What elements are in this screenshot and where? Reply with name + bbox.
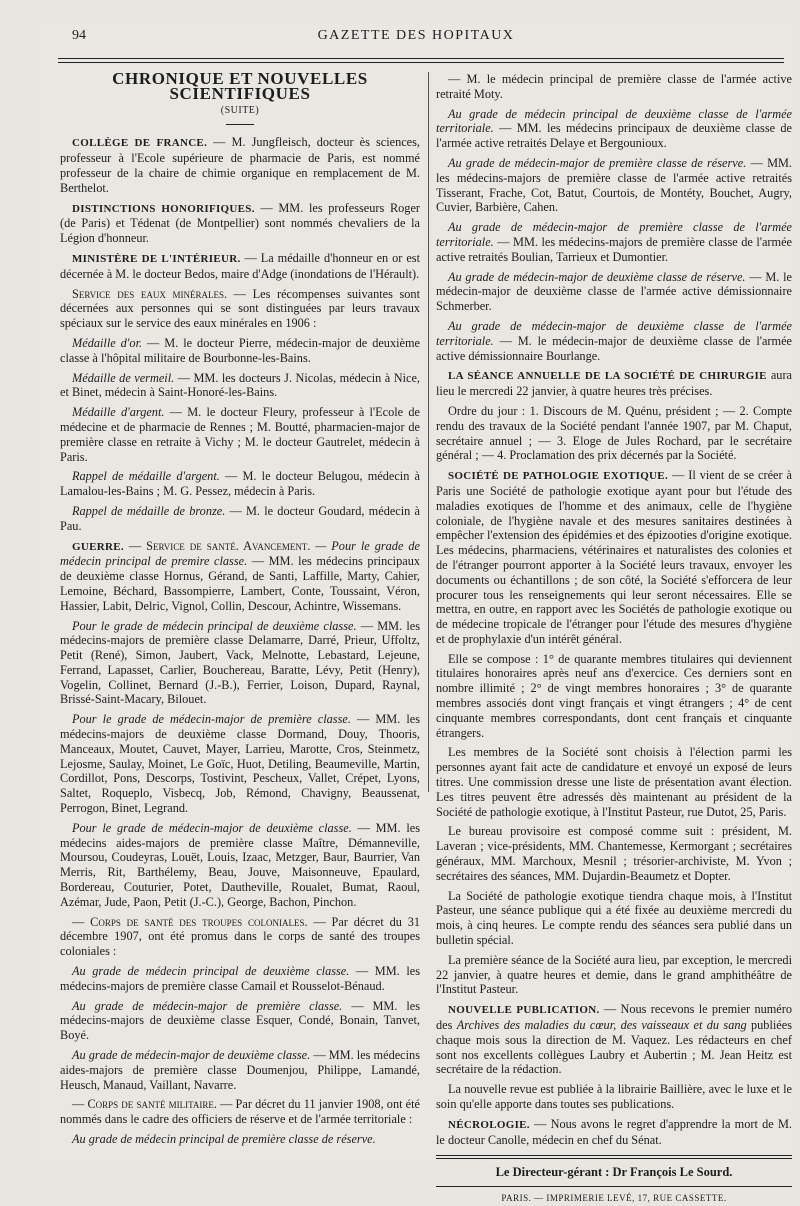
paragraph-text: — La médaille d'honneur en or est décernée à M. le docteur Bedos, maire d'Adge (inondations de l'Hérault). [60,250,421,281]
paragraph-subheading: — Service de santé. Avancement. [123,538,311,553]
paragraph-text: — M. le médecin-major de deuxième classe de l'armée active démissionnaire Schmerber. [436,269,792,314]
paragraph-heading: — Corps de santé militaire. [72,1097,217,1112]
paragraph-heading: LA SÉANCE ANNUELLE DE LA SOCIÉTÉ DE CHIRURGIE [448,370,767,383]
section-subtitle: (SUITE) [220,104,260,116]
paragraph [60,619,420,708]
paragraph-lead: Rappel de médaille d'argent. [72,469,220,484]
right-column [436,72,792,1206]
paragraph-lead: Médaille de vermeil. [72,370,175,385]
paragraph-text: — Nous avons le regret d'apprendre la mort de M. le docteur Canolle, médecin en chef du Sénat. [436,1116,792,1147]
paragraph-text: — M. le docteur Pierre, médecin-major de deuxième classe à l'hôpital militaire de Bourbonne-les-Bains. [60,335,420,365]
paragraph-text: aura lieu le mercredi 22 janvier, à quatre heures très précises. [436,368,793,399]
paragraph-lead: Au grade de médecin-major de deuxième classe de réserve. [448,269,746,284]
paragraph [60,135,420,195]
paragraph [436,156,792,215]
title-rule [226,124,254,125]
section-title: CHRONIQUE ET NOUVELLES SCIENTIFIQUES [112,69,368,103]
paragraph-text: Elle se compose : 1° de quarante membres titulaires qui deviennent titulaires honoraires après neuf ans d'exercice. Ces derniers sont en nombre illimité ; 2° de vingt membres honoraires ; 3° de quarante membres associés dont vingt français et vingt étrangers ; 4° de cent cinquante membres correspondants, dont cent français et cinquante étrangers. [436,651,792,740]
paragraph-heading: Service des eaux minérales. [72,286,228,301]
paragraph [436,1002,792,1077]
paragraph [436,824,792,883]
paragraph [60,539,420,614]
paragraph-text: — MM. les médecins principaux de deuxième classe de l'armée active retraités Delaye et Bergounioux. [436,121,792,151]
paragraph-lead: Pour le grade de médecin-major de deuxième classe. [72,820,352,835]
paragraph-text: — M. le docteur Fleury, professeur à l'Ecole de médecine et de pharmacie de Rennes ; M. Boutté, pharmacien-major de première classe en retraite à Vichy ; M. le docteur Gautrelet, médecin à Paris. [60,405,420,464]
paragraph-lead: Au grade de médecin-major de première classe de l'armée territoriale. [436,220,792,249]
paragraph-lead: Médaille d'argent. [72,405,165,420]
column-divider [428,72,429,792]
paragraph [60,371,420,401]
paragraph-text: La première séance de la Société aura lieu, par exception, le mercredi 22 janvier, à quatre heures et demie, dans le grand amphithéâtre de l'Institut Pasteur. [436,952,792,997]
paragraph-lead: Pour le grade de médecin principal de deuxième classe. [72,618,357,633]
paragraph-text: — Par décret du 11 janvier 1908, ont été nommés dans le cadre des officiers de réserve et de l'armée territoriale : [60,1097,420,1127]
paragraph [60,251,420,282]
paragraph [60,1097,420,1127]
paragraph [436,72,792,102]
running-title: GAZETTE DES HOPITAUX [317,28,515,43]
page-number: 94 [72,28,86,43]
paragraph-text: — MM. les professeurs Roger (de Paris) et Tédenat (de Montpellier) sont nommés chevaliers de la Légion d'honneur. [60,200,420,246]
paragraph-heading: NOUVELLE PUBLICATION. [448,1004,600,1017]
paragraph-lead: Au grade de médecin-major de deuxième classe de l'armée territoriale. [436,318,792,348]
paragraph-text: — MM. les médecins-majors de première classe de l'armée active retraités Boulian, Tarrieux et Dumontier. [436,234,792,264]
paragraph-lead: Pour le grade de médecin-major de première classe. [72,712,351,727]
paragraph [60,504,420,534]
paragraph-text: — M. le médecin principal de première classe de l'armée active retraité Moty. [436,72,792,101]
header-rule [58,58,784,59]
journal-title: Archives des maladies du cœur, des vaisseaux et du sang [456,1018,747,1033]
paragraph-lead: Au grade de médecin-major de deuxième classe. [72,1048,311,1063]
paragraph [60,336,420,366]
left-column [60,69,421,1152]
paragraph-lead: Au grade de médecin principal de deuxième classe. [72,964,350,979]
paragraph-heading: NÉCROLOGIE. [448,1118,530,1131]
paragraph-text: Ordre du jour : 1. Discours de M. Quénu, président ; — 2. Compte rendu des travaux de la Société pendant l'année 1907, par M. Chaput, secrétaire annuel ; — 3. Eloge de Jules Rochard, par le secrétaire général ; — 4. Proclamation des prix décernés par la Société. [436,403,792,463]
paragraph [436,368,792,399]
paragraph-heading: SOCIÉTÉ DE PATHOLOGIE EXOTIQUE. [448,470,668,483]
paragraph-lead: Médaille d'or. [72,335,143,350]
paragraph [60,821,420,910]
paragraph-text: Les membres de la Société sont choisis à l'élection parmi les personnes ayant fait acte de candidature et envoyé un exposé de leurs titres. Une commission dresse une liste de présentation avant élection. Les titres peuvent être adressés dès maintenant au président de la Société de pathologie exotique, à l'Institut Pasteur, rue Dutot, 25, Paris. [436,745,792,819]
paragraph [436,652,792,741]
paragraph-text: — MM. les médecins aides-majors de première classe Doumenjou, Philippe, Lamandé, Heusch, Manaud, Vaillant, Navarre. [60,1048,420,1092]
paragraph [436,220,792,264]
paragraph-lead: — Pour le grade de médecin principal de premire classe. [60,538,420,569]
paragraph [60,287,420,331]
paragraph [60,405,420,464]
paragraph [436,319,792,363]
paragraph [60,964,420,994]
paragraph-text: publiées chaque mois sous la direction de M. Vaquez. Les rédacteurs en chef sont nos excellents collègues Laubry et Aubertin ; M. Jean Heitz est secrétaire de la rédaction. [436,1018,792,1077]
page-header [40,28,792,48]
paragraph [60,712,420,816]
paragraph-text: — MM. les médecins-majors de deuxième classe Esquer, Condé, Bonain, Tanvet, Boyé. [60,998,420,1043]
paragraph [436,468,792,647]
paragraph-text: La Société de pathologie exotique tiendra chaque mois, à l'Institut Pasteur, une séance publique qui a été fixée au deuxième mercredi du mois, à cinq heures. Le compte rendu des séances sera publié dans un bulletin spécial. [436,888,792,948]
paragraph [436,404,792,463]
paragraph-text: — M. le médecin-major de deuxième classe de l'armée active démissionnaire Bourlange. [436,333,792,363]
paragraph-text: — Par décret du 31 décembre 1907, ont été promus dans le corps de santé des troupes coloniales : [60,914,420,959]
paragraph-text: — M. Jungfleisch, docteur ès sciences, professeur à l'Ecole supérieure de pharmacie de Paris, est nommé professeur de la chaire de chimie organique en remplacement de M. Berthelot. [60,135,420,195]
paragraph [60,1048,420,1092]
paragraph [436,745,792,819]
paragraph [436,953,792,997]
page [40,22,793,1204]
paragraph [436,1082,792,1112]
paragraph-heading: COLLÈGE DE FRANCE. [72,137,208,150]
paragraph-heading: GUERRE. [72,540,124,553]
paragraph [60,469,420,499]
paragraph-lead: Au grade de médecin principal de deuxième classe de l'armée territoriale. [436,106,792,136]
paragraph-text: La nouvelle revue est publiée à la librairie Baillière, avec le luxe et le soin qu'elle apporte dans toutes ses publications. [436,1082,792,1111]
paragraph-text: — MM. les médecins-majors de deuxième classe Dormand, Douy, Thooris, Manceaux, Moutet, Cauvet, Mayer, Larrieu, Marotte, Cros, Steinmetz, Lejosme, Saulay, Moinet, Le Goïc, Huot, Detiling, Beaumeville, Martin, Cordillot, Pons, Descorps, Tostivint, Pescheux, Vallet, Crépet, Lyons, Saltet, Roqueplo, Visbecq, Job, Rémond, Chavigny, Beaussenat, Perrogon, Binet, Legrand. [60,712,420,816]
paragraph [60,999,420,1043]
paragraph-heading: MINISTÈRE DE L'INTÉRIEUR. [72,252,241,265]
paragraph [436,107,792,151]
paragraph-lead: Au grade de médecin principal de première classe de réserve. [72,1132,376,1146]
paragraph-text: — Les récompenses suivantes sont décernées aux personnes qui se sont distinguées par leurs travaux spéciaux sur le service des eaux minérales en 1906 : [60,286,420,331]
paragraph-heading: — Corps de santé des troupes coloniales. [72,914,308,929]
paragraph [436,1117,792,1148]
paragraph-text: — MM. les médecins principaux de deuxième classe Hornus, Gérand, de Santi, Laffille, Marty, Cahier, Lemoine, Béchard, Bassompierre, Lambert, Conte, Toussaint, Véron, Hassier, Labit, Delric, Vignol, Collin, Descour, Achintre, Wissemans. [60,554,421,613]
director-signature: Le Directeur-gérant : Dr François Le Sourd. [495,1165,733,1180]
paragraph-text: Le bureau provisoire est composé comme suit : président, M. Laveran ; vice-présidents, MM. Chantemesse, Kermorgant ; secrétaires généraux, MM. Marchoux, Mesnil ; trésorier-archiviste, M. Yvon ; secrétaires des séances, MM. Dujardin-Beaumetz et Dopter. [436,824,792,883]
paragraph [436,889,792,948]
paragraph [60,201,420,246]
paragraph-text: — M. le docteur Goudard, médecin à Pau. [60,503,420,533]
paragraph [60,915,420,959]
paragraph-text: — MM. les médecins-majors de première classe Delamarre, Darré, Prieur, Uffoltz, Petit (René), Simon, Jaubert, Vack, Melnotte, Lebastard, Lejeune, Ferrand, Lapasset, Carlier, Bouchereau, Baratte, Lévy, Petit (Henry), Vogelin, Collinet, Bernard (J.-B.), Ferrier, Loison, Dupard, Raynal, Brissé-Saint-Macary, Bilouet. [60,618,420,707]
paragraph-lead: Au grade de médecin-major de première classe. [72,998,343,1013]
printer-line: PARIS. — IMPRIMERIE LEVÉ, 17, RUE CASSETTE. [436,1186,792,1206]
header-rule-thin [58,62,784,63]
footer-rule-thin [436,1158,792,1159]
paragraph-lead: Au grade de médecin-major de première classe de réserve. [448,155,747,170]
paragraph-text: — MM. les médecins aides-majors de première classe Maître, Démanneville, Moursou, Coudeyras, Louët, Louis, Izaac, Metzger, Baur, Baurrier, Van Merris, Rit, Barthélemy, Beau, Jouve, Maisonneuve, Epaulard, Bordereau, Couturier, Potet, Dautheville, Roualet, Bumat, Raoul, Azémar, Jude, Paon, Petit (J.-C.), George, Bachon, Pinchon. [60,820,420,909]
paragraph-text: — MM. les médecins-majors de première classe de l'armée active retraités Tisserant, Frache, Cot, Batut, Courtois, de Montéty, Bouchet, Augry, Cuvier, Barbière, Cahen. [436,155,793,215]
paragraph-lead: Rappel de médaille de bronze. [72,503,226,518]
paragraph [60,1132,420,1147]
paragraph-text: — MM. les médecins-majors de première classe Camail et Rousselot-Bénaud. [60,964,421,993]
footer-rule [436,1155,792,1156]
paragraph-text: — Nous recevons le premier numéro des [436,1002,793,1033]
paragraph-text: — M. le docteur Belugou, médecin à Lamalou-les-Bains ; M. G. Pessez, médecin à Paris. [60,469,420,499]
paragraph-heading: DISTINCTIONS HONORIFIQUES. [72,202,255,215]
paragraph-text: — MM. les docteurs J. Nicolas, médecin à Nice, et Binet, médecin à Saint-Honoré-les-Bains. [60,370,420,400]
paragraph [436,270,792,314]
paragraph-text: — Il vient de se créer à Paris une Société de pathologie exotique ayant pour but l'étude des maladies exotiques de l'homme et des animaux, celle de l'hygiène coloniale, de l'hygiène navale et des mesures sanitaires destinées à empêcher l'extension des épidémies et des épizooties d'origine exotique. Les médecins, pharmaciens, vétérinaires et naturalistes des colonies et de l'étranger pourront apporter à la Société leurs travaux, envoyer les documents ou échantillons ; de son côté, la Société s'efforcera de leur procurer tous les renseignements qui leur seront nécessaires. Elle se mettra, en outre, en rapport avec les Sociétés de pathologie exotique ou de médecine tropicale de l'étranger pour l'étude des mesures d'hygiène et de prophylaxie d'un intérêt général. [436,468,792,646]
